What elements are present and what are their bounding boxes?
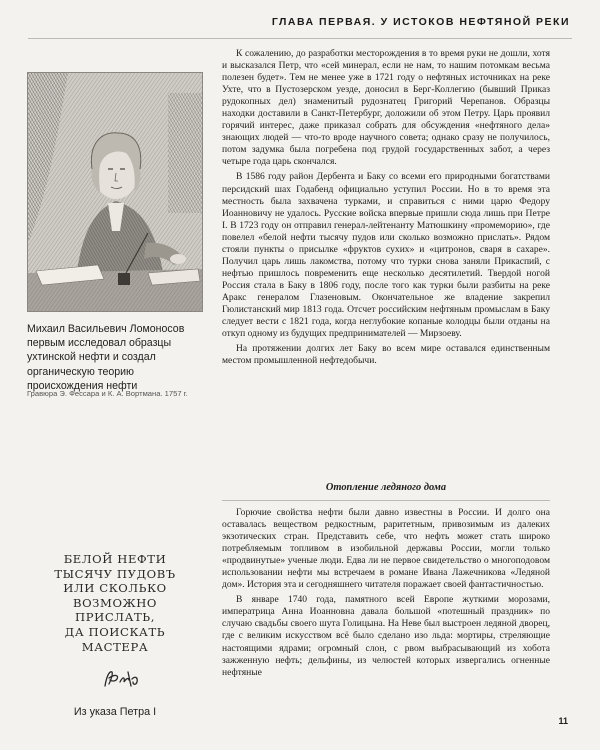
decree-line: МАСТЕРА (81, 639, 149, 654)
decree-source: Из указа Петра I (73, 706, 157, 718)
decree-line: ТЫСЯЧУ ПУДОВЪ (54, 566, 176, 581)
chapter-header: ГЛАВА ПЕРВАЯ. У ИСТОКОВ НЕФТЯНОЙ РЕКИ (271, 16, 570, 28)
decree-line: БЕЛОЙ НЕФТИ (63, 552, 167, 566)
engraving-credit: Гравюра Э. Фессара и К. А. Вортмана. 1757 г. (27, 389, 188, 398)
decree-line: ПРИСЛАТЬ, (75, 610, 155, 625)
portrait-caption: Михаил Васильевич Ломоносов первым исследовал образцы ухтинской нефти и создал органическую теорию происхождения нефти (27, 323, 185, 392)
peter-signature (101, 668, 141, 690)
section-text-column (222, 507, 550, 679)
paragraph: Горючие свойства нефти были давно известны в России. И долго она оставалась веществом редкостным, раритетным, привозимым из далеких экзотических стран. Представить себе, что нефть может стать широко потребляемым топливом в изобильной державы России, могли только «продвинутые» ученые люди. Едва ли не первое свидетельство о многоподовом использовании нефти мы встречаем в романе Ивана Лажечникова «Ледяной дом». История эта и сегодняшнего читателя поражает своей фантастичностью. (222, 507, 550, 591)
section-divider (222, 500, 550, 501)
main-text-column (222, 48, 550, 367)
portrait-engraving (27, 72, 203, 312)
decree-line: ДА ПОИСКАТЬ (64, 624, 166, 639)
page-number: 11 (558, 716, 568, 726)
decree-line: ВОЗМОЖНО (72, 595, 158, 610)
paragraph: В 1586 году район Дербента и Баку со всеми его природными богатствами персидский шах Годабенд официально уступил России. Но в то время эта местность была захвачена турками, и справиться с ними царю Федору Иоанновичу не удалось. Русские войска впервые пришли сюда лишь при Петре I. В 1723 году он отправил генерал-лейтенанту Матюшкину «промеморию», где повелел «белой нефти тысячу пудов или сколько возможно прислать». Рядом стояли пункты о присылке «фруктов сухих» и «цитронов, сваря в сахаре». Получил царь лишь лакомства, потому что турки снова заняли Прикаспий, с нефтью пришлось повременить еще несколько десятилетий. Твердой ногой Россия стала в Баку в 1806 году, после того как турки были разбиты на реке Аракс генералом Глазеновым. Окончательное же владение закрепил Гюлистанский мир 1813 года. Отсчет российским нефтяным промыслам в Баку следует вести с 1821 года, когда неглубокие копаные колодцы были отданы на откуп одному из будущих предпринимателей — Мирзоеву. (222, 171, 550, 340)
paragraph: В январе 1740 года, памятного всей Европе жуткими морозами, императрица Анна Иоанновна давала большой «потешный праздник» по случаю свадьбы своего шута Голицына. На Неве был выстроен ледяной дворец, где с великим искусством всё было сделано изо льда: мортиры, стреляющие настоящими ядрами; огромный слон, с рвом выбрасывающий из хобота зажженную нефть; дельфины, из челюстей которых извергались огненные нефтяные (222, 594, 550, 678)
decree-quote (27, 552, 203, 654)
section-heading: Отопление ледяного дома (325, 482, 447, 493)
header-divider (28, 38, 572, 39)
paragraph: К сожалению, до разработки месторождения в то время руки не дошли, хотя и высказался Петр, что «сей минерал, если не нам, то нашим потомкам весьма полезен будет». Тем не менее уже в 1721 году о нефтяных источниках на реке Ухте, что в Пустозерском уезде, доносил в Берг-Коллегию (бывший Приказ рудокопных дел) знаменитый рудознатец Григорий Черепанов. Образцы находки доставили в Санкт-Петербург, доложили об этом Петру. Царь проявил горячий интерес, даже приказал собрать для обсуждения «нефтяного дела» знающих людей — что-то вроде научного совета; однако сразу не получилось, потом задумка была погребена под грудой государственных забот, а через четыре года царь скончался. (222, 48, 550, 168)
decree-line: ИЛИ СКОЛЬКО (63, 581, 167, 596)
paragraph: На протяжении долгих лет Баку во всем мире оставался единственным местом промышленной нефтедобычи. (222, 343, 550, 367)
